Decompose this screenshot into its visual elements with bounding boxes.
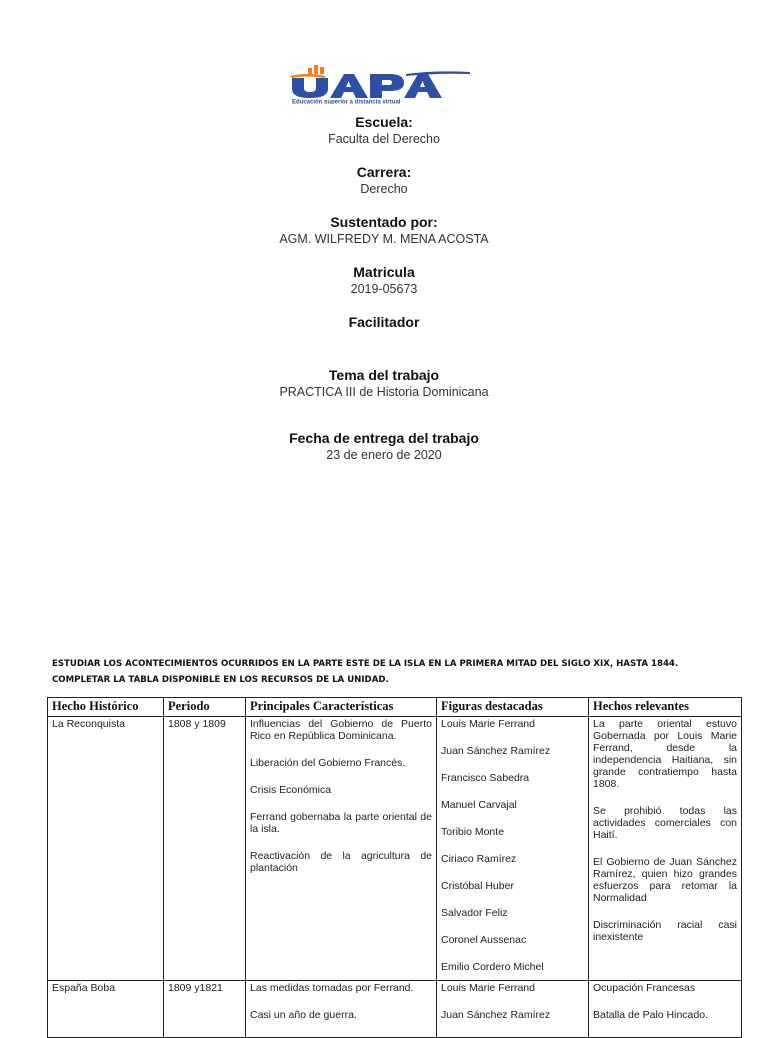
escuela-block	[0, 114, 768, 147]
figura-item: Juan Sánchez Ramírez	[441, 1009, 551, 1021]
table-row	[48, 981, 742, 1038]
figura-item: Emilio Cordero Michel	[441, 961, 544, 973]
figura-item: Coronel Aussenac	[441, 934, 527, 946]
instructions-line-1: ESTUDIAR LOS ACONTECIMIENTOS OCURRIDOS EN LA PARTE ESTE DE LA ISLA EN LA PRIMERA MITAD DEL SIGLO XIX, HASTA 1844.	[52, 659, 679, 669]
cell-figuras	[437, 717, 589, 981]
tema-block	[0, 367, 768, 400]
caracteristica-item: Crisis Económica	[250, 784, 332, 796]
facilitador-block	[0, 314, 768, 331]
figura-item: Salvador Feliz	[441, 907, 508, 919]
table-row	[48, 717, 742, 981]
cell-periodo: 1808 y 1809	[164, 717, 246, 981]
uapa-logo-mark	[286, 64, 472, 104]
escuela-value: Faculta del Derecho	[328, 132, 440, 146]
logo-tagline: Educación superior a distancia virtual	[292, 99, 401, 104]
header-figuras: Figuras destacadas	[437, 698, 589, 717]
caracteristica-item: Liberación del Gobierno Francés.	[250, 757, 406, 769]
figura-item: Louis Marie Ferrand	[441, 718, 535, 730]
hecho-item: Batalla de Palo Hincado.	[593, 1009, 708, 1021]
figura-item: Louis Marie Ferrand	[441, 982, 535, 994]
uapa-logo	[286, 64, 472, 104]
caracteristica-item: Ferrand gobernaba la parte oriental de la isla.	[250, 811, 432, 835]
cell-caracteristicas	[246, 981, 437, 1038]
carrera-value: Derecho	[360, 182, 408, 196]
sustentado-block	[0, 214, 768, 247]
cell-hechos	[589, 717, 742, 981]
cell-periodo: 1809 y1821	[164, 981, 246, 1038]
matricula-block	[0, 264, 768, 297]
instructions	[52, 656, 752, 688]
cell-hechos	[589, 981, 742, 1038]
instructions-line-2: COMPLETAR LA TABLA DISPONIBLE EN LOS RECURSOS DE LA UNIDAD.	[52, 675, 389, 685]
header-hecho: Hecho Histórico	[48, 698, 164, 717]
figura-item: Manuel Carvajal	[441, 799, 517, 811]
carrera-block	[0, 164, 768, 197]
caracteristica-item: Influencias del Gobierno de Puerto Rico en República Dominicana.	[250, 718, 432, 742]
cell-figuras	[437, 981, 589, 1038]
fecha-label: Fecha de entrega del trabajo	[289, 430, 479, 446]
caracteristica-item: Reactivación de la agricultura de plantación	[250, 850, 432, 874]
figura-item: Ciriaco Ramírez	[441, 853, 517, 865]
facilitador-label: Facilitador	[348, 314, 420, 330]
figura-item: Cristóbal Huber	[441, 880, 514, 892]
hecho-item: Se prohibió todas las actividades comerciales con Haití.	[593, 805, 737, 841]
header-periodo: Periodo	[164, 698, 246, 717]
cell-hecho: La Reconquista	[48, 717, 164, 981]
escuela-label: Escuela:	[355, 114, 413, 130]
hecho-item: La parte oriental estuvo Gobernada por Louis Marie Ferrand, desde la independencia Haitiana, sin grande contratiempo hasta 1808.	[593, 718, 737, 790]
figura-item: Juan Sánchez Ramírez	[441, 745, 551, 757]
fecha-value: 23 de enero de 2020	[326, 448, 442, 462]
sustentado-value: AGM. WILFREDY M. MENA ACOSTA	[279, 232, 489, 246]
tema-label: Tema del trabajo	[328, 367, 440, 383]
fecha-block	[0, 430, 768, 463]
hecho-item: El Gobierno de Juan Sánchez Ramírez, quien hizo grandes esfuerzos para retomar la Normalidad	[593, 856, 737, 904]
figura-item: Francisco Sabedra	[441, 772, 530, 784]
header-hechos: Hechos relevantes	[589, 698, 742, 717]
sustentado-label: Sustentado por:	[330, 214, 438, 230]
caracteristica-item: Las medidas tomadas por Ferrand.	[250, 982, 414, 994]
tema-value: PRACTICA III de Historia Dominicana	[279, 385, 489, 399]
matricula-label: Matricula	[353, 264, 415, 280]
cell-caracteristicas	[246, 717, 437, 981]
hecho-item: Ocupación Francesas	[593, 982, 696, 994]
figura-item: Toribio Monte	[441, 826, 505, 838]
hecho-item: Discriminación racial casi inexistente	[593, 919, 737, 943]
carrera-label: Carrera:	[356, 164, 412, 180]
cell-hecho: España Boba	[48, 981, 164, 1038]
history-table	[47, 697, 742, 1038]
table-header-row	[48, 698, 742, 717]
matricula-value: 2019-05673	[350, 282, 418, 296]
caracteristica-item: Casi un año de guerra.	[250, 1009, 357, 1021]
header-caracteristicas: Principales Características	[246, 698, 437, 717]
